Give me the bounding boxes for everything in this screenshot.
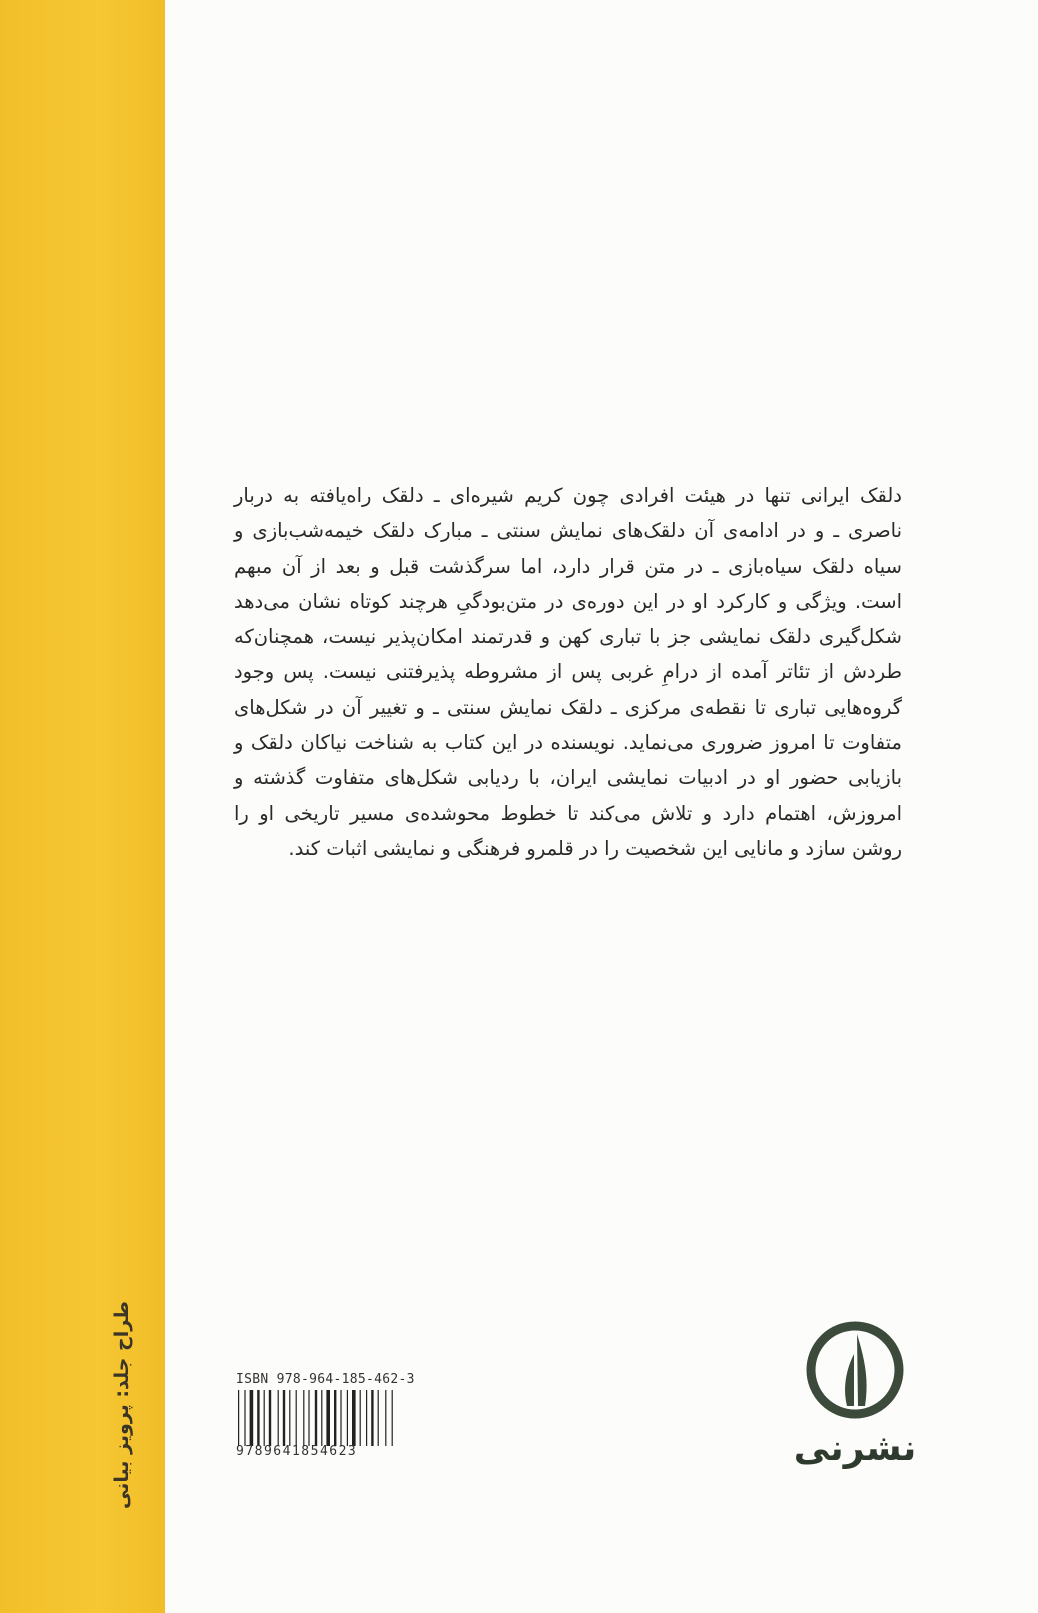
barcode-bar bbox=[360, 1390, 361, 1446]
barcode-bar bbox=[340, 1390, 341, 1446]
barcode-bar bbox=[269, 1390, 271, 1446]
barcode-bar bbox=[238, 1390, 239, 1446]
barcode-bar bbox=[315, 1390, 317, 1446]
barcode-bar bbox=[244, 1390, 245, 1446]
barcode-bar bbox=[366, 1390, 367, 1446]
book-spine bbox=[0, 0, 165, 1613]
isbn-label: ISBN 978-964-185-462-3 bbox=[236, 1372, 415, 1387]
barcode-digits: 9789641854623 bbox=[236, 1444, 358, 1459]
barcode bbox=[238, 1390, 418, 1446]
barcode-bar bbox=[334, 1390, 336, 1446]
barcode-bar bbox=[296, 1390, 297, 1446]
barcode-bar bbox=[264, 1390, 265, 1446]
barcode-bar bbox=[326, 1390, 330, 1446]
back-cover-blurb bbox=[234, 478, 902, 866]
cover-designer-credit: طراح جلد: پرویز بیانی bbox=[111, 1301, 133, 1509]
barcode-bar bbox=[303, 1390, 304, 1446]
barcode-bar bbox=[257, 1390, 259, 1446]
barcode-bar bbox=[308, 1390, 309, 1446]
barcode-bar bbox=[352, 1390, 356, 1446]
barcode-bar bbox=[371, 1390, 373, 1446]
barcode-bar bbox=[321, 1390, 322, 1446]
barcode-bar bbox=[250, 1390, 254, 1446]
publisher-name: نشرنی bbox=[793, 1428, 917, 1469]
barcode-bar bbox=[347, 1390, 348, 1446]
barcode-bar bbox=[289, 1390, 290, 1446]
blurb-text: دلقک ایرانی تنها در هیئت افرادی چون کریم شیره‌ای ـ دلقک راه‌یافته به دربار ناصری ـ و در ادامه‌ی آن دلقک‌های نمایش سنتی ـ مبارک دلقک خیمه‌شب‌بازی و سیاه دلقک سیاه‌بازی ـ در متن قرار دارد، اما سرگذشت قبل و بعد از آن مبهم است. ویژگی و کارکرد او در این دوره‌ی در متن‌بودگیِ هرچند کوتاه نشان می‌دهد شکل‌گیری دلقک نمایشی جز با تباری کهن و قدرتمند امکان‌پذیر نیست، همچنان‌که طردش از تئاتر آمده از درامِ غربی پس از مشروطه پذیرفتنی نیست. پس وجود گروه‌هایی تباری تا نقطه‌ی مرکزی ـ دلقک نمایش سنتی ـ و تغییر آن در شکل‌های متفاوت تا امروز ضروری می‌نماید. نویسنده در این کتاب به شناخت نیاکان دلقک و بازیابی حضور او در ادبیات نمایشی ایران، با ردیابی شکل‌های متفاوت گذشته و امروزش، اهتمام دارد و تلاش می‌کند تا خطوط محوشده‌ی مسیر تاریخی او را روشن سازد و مانایی این شخصیت را در قلمرو فرهنگی و نمایشی اثبات کند. bbox=[234, 484, 902, 860]
barcode-bar bbox=[385, 1390, 386, 1446]
barcode-bar bbox=[378, 1390, 379, 1446]
publisher-logo-icon bbox=[805, 1320, 905, 1420]
barcode-bar bbox=[283, 1390, 285, 1446]
barcode-bar bbox=[278, 1390, 279, 1446]
barcode-bar bbox=[392, 1390, 393, 1446]
